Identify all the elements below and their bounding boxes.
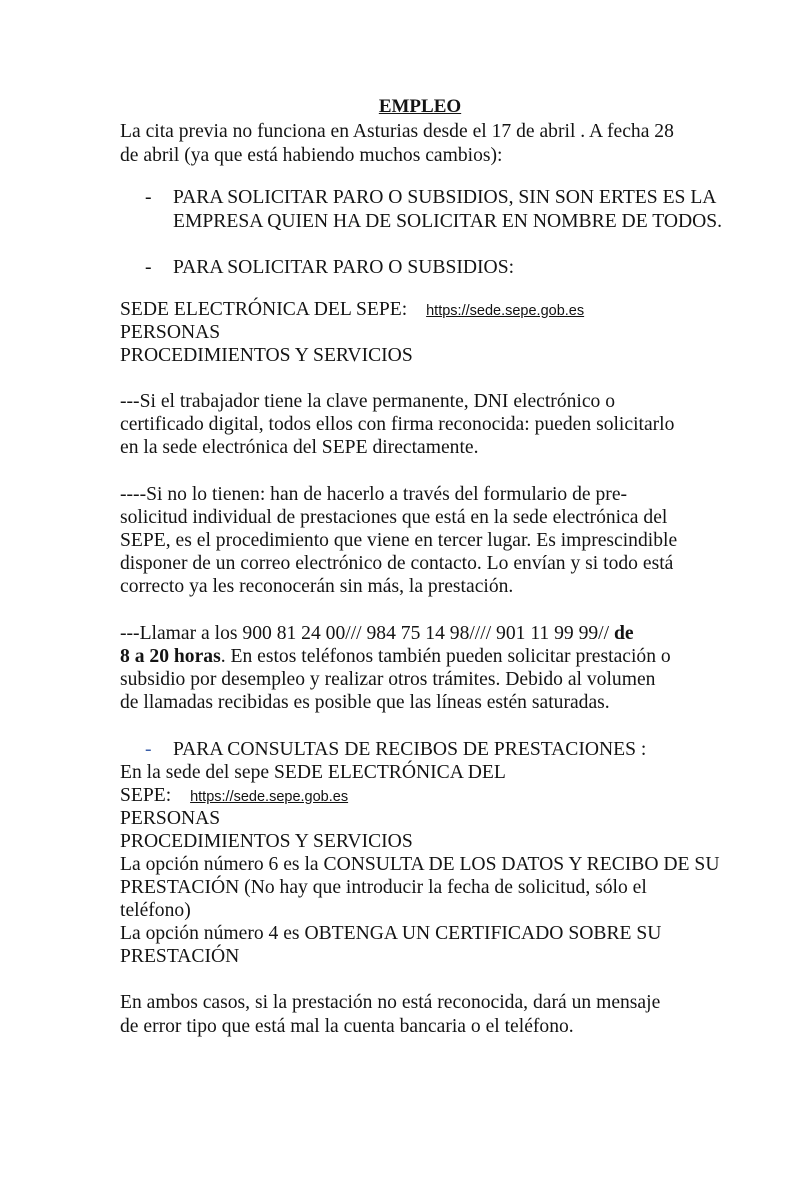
hours-bold: 8 a 20 horas bbox=[120, 646, 221, 667]
opt6-line-3: teléfono) bbox=[120, 900, 191, 921]
consultas-url-link[interactable]: https://sede.sepe.gob.es bbox=[190, 789, 349, 805]
para3-line-3: subsidio por desempleo y realizar otros trámites. Debido al volumen bbox=[120, 669, 656, 690]
para2-line-1: ----Si no lo tienen: han de hacerlo a través del formulario de pre- bbox=[120, 484, 628, 505]
opt4-line-2: PRESTACIÓN bbox=[120, 946, 240, 967]
para2-line-5: correcto ya les reconocerán sin más, la prestación. bbox=[120, 576, 514, 597]
consultas-path-personas: PERSONAS bbox=[120, 808, 221, 829]
para1-line-3: en la sede electrónica del SEPE directamente. bbox=[120, 437, 479, 458]
para1-line-1: ---Si el trabajador tiene la clave permanente, DNI electrónico o bbox=[120, 391, 616, 412]
consultas-line-1: En la sede del sepe SEDE ELECTRÓNICA DEL bbox=[120, 762, 506, 783]
para2-line-3: SEPE, es el procedimiento que viene en tercer lugar. Es imprescindible bbox=[120, 530, 678, 551]
sede-url-link[interactable]: https://sede.sepe.gob.es bbox=[426, 303, 585, 319]
para3-line-1 bbox=[120, 622, 634, 645]
para3-line-2-text: . En estos teléfonos también pueden solicitar prestación o bbox=[220, 646, 671, 667]
bullet1-line-1: PARA SOLICITAR PARO O SUBSIDIOS, SIN SON ERTES ES LA bbox=[173, 187, 717, 208]
bullet2-text: PARA SOLICITAR PARO O SUBSIDIOS: bbox=[173, 257, 515, 278]
bullet-dash-2: - bbox=[145, 257, 152, 278]
para2-line-2: solicitud individual de prestaciones que está en la sede electrónica del bbox=[120, 507, 668, 528]
opt4-line-1: La opción número 4 es OBTENGA UN CERTIFICADO SOBRE SU bbox=[120, 923, 662, 944]
para3-line-4: de llamadas recibidas es posible que las líneas estén saturadas. bbox=[120, 692, 610, 713]
closing-line-2: de error tipo que está mal la cuenta bancaria o el teléfono. bbox=[120, 1016, 574, 1037]
para1-line-2: certificado digital, todos ellos con firma reconocida: pueden solicitarlo bbox=[120, 414, 675, 435]
bullet-dash-3: - bbox=[145, 739, 152, 760]
consultas-line-2 bbox=[120, 784, 348, 809]
para2-line-4: disponer de un correo electrónico de contacto. Lo envían y si todo está bbox=[120, 553, 674, 574]
para3-line-2 bbox=[120, 645, 671, 668]
bullet1-line-2: EMPRESA QUIEN HA DE SOLICITAR EN NOMBRE DE TODOS. bbox=[173, 211, 723, 232]
intro-line-2: de abril (ya que está habiendo muchos cambios): bbox=[120, 145, 503, 166]
sede-path-procedimientos: PROCEDIMIENTOS Y SERVICIOS bbox=[120, 345, 413, 366]
sede-label: SEDE ELECTRÓNICA DEL SEPE: bbox=[120, 299, 408, 320]
opt6-line-1: La opción número 6 es la CONSULTA DE LOS DATOS Y RECIBO DE SU bbox=[120, 854, 720, 875]
page-title: EMPLEO bbox=[378, 96, 462, 117]
sede-path-personas: PERSONAS bbox=[120, 322, 221, 343]
intro-line-1: La cita previa no funciona en Asturias desde el 17 de abril . A fecha 28 bbox=[120, 121, 674, 142]
hours-bold-de: de bbox=[613, 623, 634, 644]
consultas-path-procedimientos: PROCEDIMIENTOS Y SERVICIOS bbox=[120, 831, 413, 852]
phones-text: ---Llamar a los 900 81 24 00/// 984 75 14 98//// 901 11 99 99// bbox=[120, 623, 614, 644]
opt6-line-2: PRESTACIÓN (No hay que introducir la fecha de solicitud, sólo el bbox=[120, 877, 647, 898]
bullet3-text: PARA CONSULTAS DE RECIBOS DE PRESTACIONES : bbox=[173, 739, 647, 760]
bullet-dash-1: - bbox=[145, 187, 152, 208]
sede-line bbox=[120, 298, 584, 323]
consultas-sepe-label: SEPE: bbox=[120, 785, 172, 806]
closing-line-1: En ambos casos, si la prestación no está reconocida, dará un mensaje bbox=[120, 992, 661, 1013]
